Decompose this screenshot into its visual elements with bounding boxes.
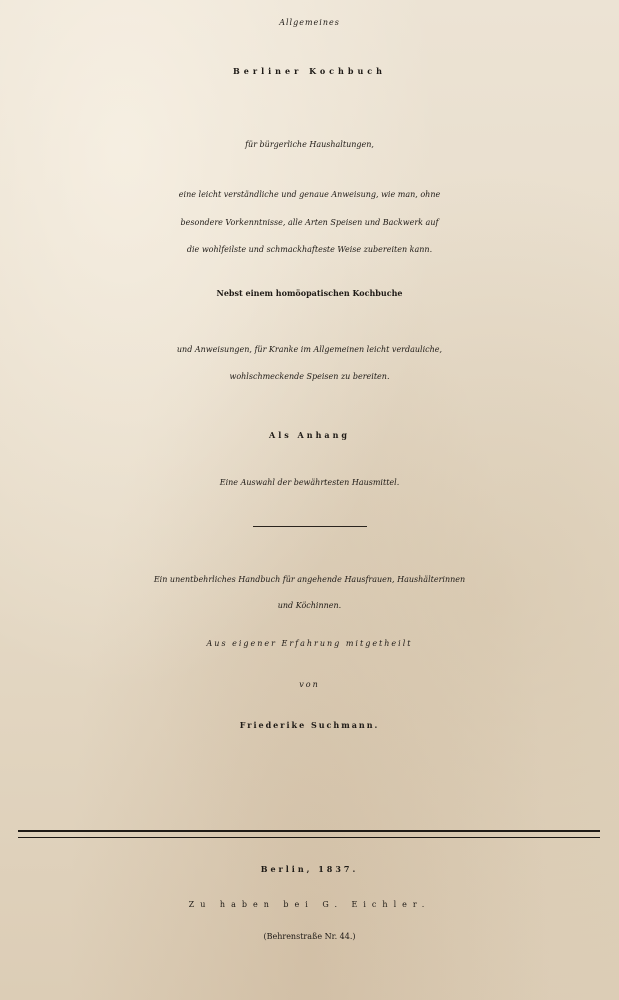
short-divider	[253, 526, 367, 527]
handbook-line: Ein unentbehrliches Handbuch für angehende Hausfrauen, Haushälterinnen	[153, 575, 466, 584]
pretitle: Allgemeines	[279, 18, 340, 27]
subtitle: für bürgerliche Haushaltungen,	[245, 140, 374, 149]
double-divider	[18, 830, 600, 838]
experience-note: Aus eigener Erfahrung mitgetheilt	[206, 639, 413, 648]
appendix-description: Eine Auswahl der bewährtesten Hausmittel.	[219, 478, 400, 487]
publisher: Zu haben bei G. Eichler.	[188, 900, 431, 909]
by-word: von	[299, 680, 320, 689]
description-line: eine leicht verständliche und genaue Anweisung, wie man, ohne	[178, 190, 441, 199]
place-year: Berlin, 1837.	[260, 864, 359, 874]
author-name: Friederike Suchmann.	[239, 720, 380, 730]
appendix-heading: Als Anhang	[269, 430, 350, 440]
description-line: besondere Vorkenntnisse, alle Arten Speisen und Backwerk auf	[180, 218, 439, 227]
description-line: die wohlfeilste und schmackhafteste Weise zubereiten kann.	[186, 245, 433, 254]
secondary-title: Nebst einem homöopatischen Kochbuche	[216, 288, 403, 298]
instructions-line: und Anweisungen, für Kranke im Allgemeinen leicht verdauliche,	[176, 345, 443, 354]
book-title: Berliner Kochbuch	[233, 66, 386, 76]
publisher-address: (Behrenstraße Nr. 44.)	[263, 932, 356, 941]
handbook-line: und Köchinnen.	[277, 601, 342, 610]
instructions-line: wohlschmeckende Speisen zu bereiten.	[229, 372, 390, 381]
